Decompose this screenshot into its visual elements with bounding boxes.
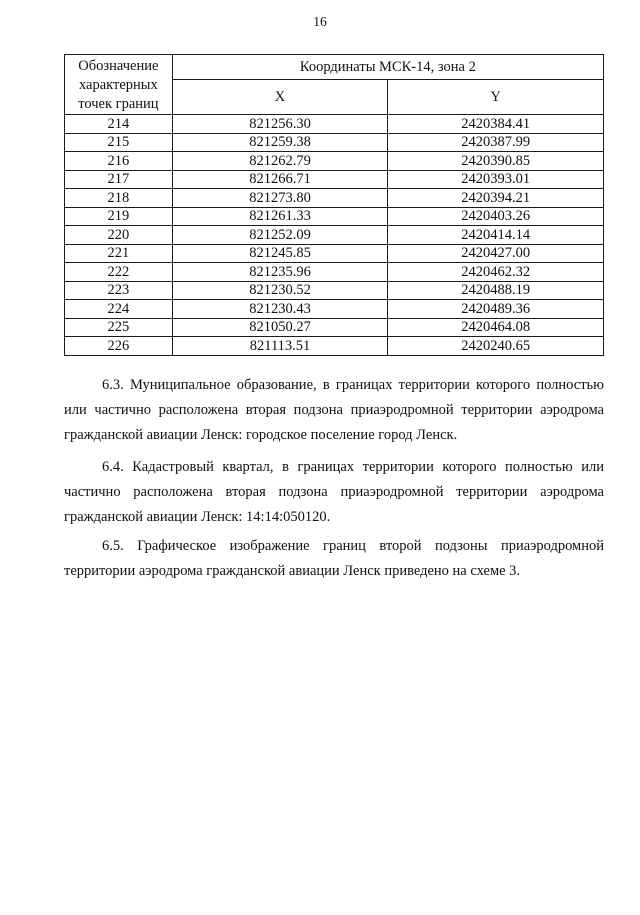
table-row xyxy=(65,226,604,245)
y-coordinate-cell: 2420387.99 xyxy=(388,133,604,152)
x-coordinate-cell: 821273.80 xyxy=(172,189,388,208)
y-coordinate-cell: 2420390.85 xyxy=(388,152,604,171)
x-coordinate-cell: 821261.33 xyxy=(172,207,388,226)
point-cell: 216 xyxy=(65,152,173,171)
table-row xyxy=(65,207,604,226)
y-coordinate-cell: 2420403.26 xyxy=(388,207,604,226)
table-row xyxy=(65,115,604,134)
paragraph-text: 6.3. Муниципальное образование, в границах территории которого полностью или частично расположена вторая подзона приаэродромной территории аэродрома гражданской авиации Ленск: городское поселение город Ленск. xyxy=(64,377,604,443)
point-label-header-line: характерных xyxy=(78,77,158,93)
y-coordinate-cell: 2420394.21 xyxy=(388,189,604,208)
paragraph-text: 6.4. Кадастровый квартал, в границах территории которого полностью или частично расположена вторая подзона приаэродромной территории аэродрома гражданской авиации Ленск: 14:14:050120. xyxy=(64,459,604,525)
x-coordinate-cell: 821050.27 xyxy=(172,318,388,337)
y-coordinate-cell: 2420462.32 xyxy=(388,263,604,282)
point-cell: 223 xyxy=(65,281,173,300)
x-coordinate-cell: 821235.96 xyxy=(172,263,388,282)
point-cell: 220 xyxy=(65,226,173,245)
y-coordinate-cell: 2420464.08 xyxy=(388,318,604,337)
y-column-header: Y xyxy=(388,79,604,114)
y-coordinate-cell: 2420488.19 xyxy=(388,281,604,300)
x-column-header: X xyxy=(172,79,388,114)
coordinates-header: Координаты МСК-14, зона 2 xyxy=(172,55,603,80)
table-row xyxy=(65,244,604,263)
paragraph-6-5 xyxy=(64,534,604,584)
x-coordinate-cell: 821252.09 xyxy=(172,226,388,245)
point-cell: 214 xyxy=(65,115,173,134)
table-row xyxy=(65,281,604,300)
paragraph-6-3 xyxy=(64,373,604,448)
point-cell: 219 xyxy=(65,207,173,226)
x-coordinate-cell: 821266.71 xyxy=(172,170,388,189)
table-row xyxy=(65,318,604,337)
point-label-header-line: Обозначение xyxy=(78,58,159,74)
table-row xyxy=(65,152,604,171)
x-coordinate-cell: 821230.43 xyxy=(172,300,388,319)
point-cell: 218 xyxy=(65,189,173,208)
point-label-header-line: точек границ xyxy=(78,96,159,112)
x-coordinate-cell: 821245.85 xyxy=(172,244,388,263)
point-cell: 222 xyxy=(65,263,173,282)
point-cell: 226 xyxy=(65,337,173,356)
point-cell: 215 xyxy=(65,133,173,152)
point-label-header xyxy=(65,55,173,115)
table-row xyxy=(65,263,604,282)
x-coordinate-cell: 821259.38 xyxy=(172,133,388,152)
point-cell: 217 xyxy=(65,170,173,189)
table-row xyxy=(65,189,604,208)
y-coordinate-cell: 2420240.65 xyxy=(388,337,604,356)
x-coordinate-cell: 821113.51 xyxy=(172,337,388,356)
table-row xyxy=(65,170,604,189)
point-cell: 224 xyxy=(65,300,173,319)
y-coordinate-cell: 2420489.36 xyxy=(388,300,604,319)
x-coordinate-cell: 821230.52 xyxy=(172,281,388,300)
x-coordinate-cell: 821256.30 xyxy=(172,115,388,134)
x-coordinate-cell: 821262.79 xyxy=(172,152,388,171)
table-row xyxy=(65,337,604,356)
point-cell: 221 xyxy=(65,244,173,263)
paragraph-6-4 xyxy=(64,455,604,530)
paragraph-text: 6.5. Графическое изображение границ второй подзоны приаэродромной территории аэродрома гражданской авиации Ленск приведено на схеме 3. xyxy=(64,538,604,579)
table-row xyxy=(65,300,604,319)
y-coordinate-cell: 2420393.01 xyxy=(388,170,604,189)
page-number: 16 xyxy=(313,14,327,29)
point-cell: 225 xyxy=(65,318,173,337)
y-coordinate-cell: 2420384.41 xyxy=(388,115,604,134)
y-coordinate-cell: 2420414.14 xyxy=(388,226,604,245)
table-row xyxy=(65,133,604,152)
coordinates-table xyxy=(64,54,604,356)
y-coordinate-cell: 2420427.00 xyxy=(388,244,604,263)
